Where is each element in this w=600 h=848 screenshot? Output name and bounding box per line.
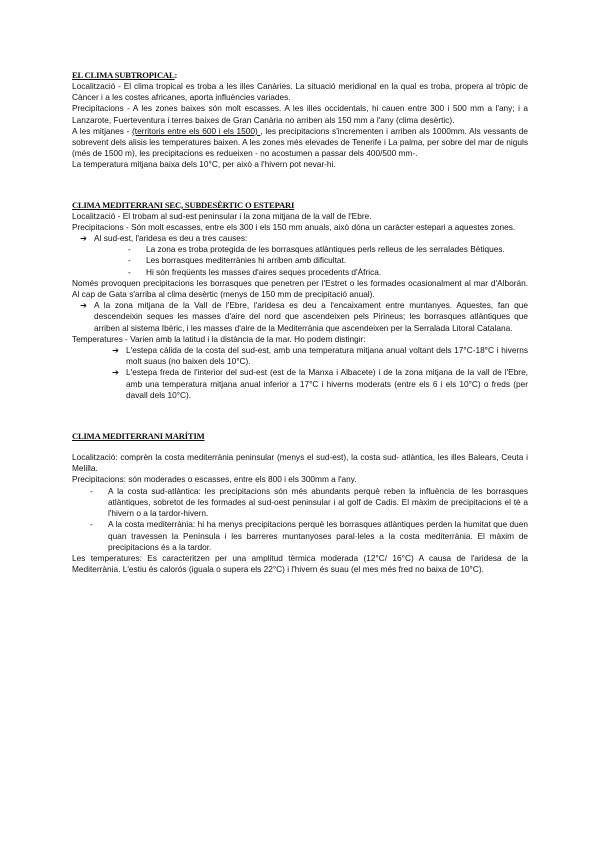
section-clima-mediterrani-maritim xyxy=(72,431,528,575)
dash-marker: - xyxy=(90,485,93,496)
list-item-text: Hi són freqüents les masses d'aires seques procedents d'Àfrica. xyxy=(146,266,382,277)
paragraph-temperatures: Temperatures - Varien amb la latitud i la distància de la mar. Ho podem distingir: xyxy=(72,333,366,344)
heading-text: CLIMA MEDITERRANI MARÍTIM xyxy=(72,431,205,442)
paragraph-temperatures: Les temperatures: Es caracteritzen per una amplitud tèrmica moderada (12°C/ 16°C) A causa de l'aridesa de la Mediterrània. L'estiu és calorós (iguala o supera els 22°C) i l'hivern és suau (el mes més fred no baixa de 10°C). xyxy=(72,552,528,575)
arrow-icon: ➔ xyxy=(112,345,119,356)
section-clima-subtropical xyxy=(72,70,528,171)
list-item xyxy=(72,244,528,255)
heading-text: CLIMA MEDITERRANI SEC, SUBDESÈRTIC O ESTEPARI xyxy=(72,199,295,210)
heading-text: EL CLIMA SUBTROPICAL xyxy=(72,70,175,80)
section-heading xyxy=(72,70,528,81)
paragraph-precipitacions: Precipitacions - Són molt escasses, entre els 300 i els 150 mm anuals, això dóna un caràcter estepari a aquestes zones. xyxy=(72,221,516,232)
list-item-text: A la costa mediterrània: hi ha menys precipitacions perquè les borrasques atlàntiques perden la humitat que duen quan travessen la Península i les barreres muntanyoses paral·leles a la costa mediterrània. El màxim de precipitacions és a la tardor. xyxy=(108,519,528,552)
list-item-text: L'estepa càlida de la costa del sud-est, amb una temperatura mitjana anual voltant dels 17°C-18°C i hiverns molt suaus (no baixen dels 10°C). xyxy=(126,345,528,367)
dash-marker: - xyxy=(128,266,131,277)
document-body xyxy=(72,70,528,575)
dash-marker: - xyxy=(128,255,131,266)
paragraph-localitzacio: Localització: comprèn la costa mediterrània peninsular (menys el sud-est), la costa sud- atlàntica, les illes Balears, Ceuta i Melilla. xyxy=(72,452,528,474)
paragraph-mitjanes xyxy=(72,126,528,160)
paragraph-temperatura: La temperatura mitjana baixa dels 10°C, per això a l'hivern pot nevar-hi. xyxy=(72,159,336,170)
section-heading xyxy=(72,431,528,442)
mitjanes-lead: A les mitjanes - xyxy=(72,125,132,136)
list-item xyxy=(72,267,528,278)
arrow-icon: ➔ xyxy=(80,300,87,311)
list-item xyxy=(72,367,528,401)
list-item-text: Al sud-est, l'aridesa es deu a tres causes: xyxy=(94,233,248,244)
mitjanes-rest: , les precipitacions s'incrementen i arriben als 1000mm. Als vessants de sobrevent dels alisis les temperatures baixen. A les zones més elevades de Tenerife i La palma, per sobre del mar de niguls (més de 1500 m), les precipitacions es redueixen - no acostumen a passar dels 400/500 mm-. xyxy=(72,125,528,159)
list-item xyxy=(72,519,528,553)
list-item xyxy=(72,345,528,367)
dash-marker: - xyxy=(90,519,93,530)
list-item-text: A la zona mitjana de la Vall de l'Ebre, l'aridesa es deu a l'encaixament entre muntanyes. Aquestes, fan que descendeixin seques les masses d'aire del nord que ascendeixen pels Pirineus; les borrasques atlàntiques que arriben al sistema Ibèric, i les masses d'aire de la Mediterrània que ascendeixen per la Serralada Litoral Catalana. xyxy=(94,300,528,333)
list-item xyxy=(72,255,528,266)
list-item-text: La zona es troba protegida de les borrasques atlàntiques perls relleus de les serralades Bètiques. xyxy=(146,244,505,255)
paragraph-precipitacions: Precipitacions: són moderades o escasses, entre els 800 i els 300mm a l'any. xyxy=(72,474,357,485)
paragraph-precipitacions: Precipitacions - A les zones baixes són molt escasses. A les illes occidentals, hi cauen entre 300 i 500 mm a l'any; i a Lanzarote, Fuerteventura i terres baixes de Gran Canària no arriben als 150 mm a l'any (clima desèrtic). xyxy=(72,103,528,125)
list-item-text: A la costa sud-atlàntica: les precipitacions són més abundants perquè reben la influència de les borrasques atlàntiques, sobretot de les formades al sud-oest peninsular i al golf de Cadis. El màxim de precipitacions el tè a l'hivern o a la tardor-hivern. xyxy=(108,485,528,519)
section-clima-mediterrani-sec xyxy=(72,200,528,401)
dash-marker: - xyxy=(128,244,131,255)
heading-suffix: : xyxy=(174,70,178,80)
mitjanes-underlined: (territoris entre els 600 i els 1500) xyxy=(132,125,261,136)
list-item xyxy=(72,233,528,244)
paragraph-localitzacio: Localització - El clima tropical es troba a les illes Canàries. La situació meridional en la qual es troba, propera al tròpic de Càncer i a les costes africanes, aporta influències variades. xyxy=(72,81,528,103)
section-heading xyxy=(72,200,528,211)
list-item-text: Les borrasques mediterrànies hi arriben amb dificultat. xyxy=(146,255,347,266)
paragraph-localitzacio: Localització - El trobam al sud-est peninsular i la zona mitjana de la vall de l'Ebre. xyxy=(72,210,372,221)
arrow-icon: ➔ xyxy=(112,367,119,378)
list-item xyxy=(72,300,528,334)
paragraph-nomes: Només provoquen precipitacions les borrasques que penetren per l'Estret o les formades ocasionalment al mar d'Alborán. Al cap de Gata s'arriba al clima desèrtic (menys de 150 mm de precipitació anual). xyxy=(72,277,528,300)
list-item-text: L'estepa freda de l'interior del sud-est (est de la Manxa i Albacete) i de la zona mitjana de la vall de l'Ebre, amb una temperatura mitjana anual inferior a 17°C i hiverns moderats (entre els 6 i els 10°C) o freds (per davall dels 10°C). xyxy=(126,367,528,400)
list-item xyxy=(72,486,528,520)
arrow-icon: ➔ xyxy=(80,233,87,244)
